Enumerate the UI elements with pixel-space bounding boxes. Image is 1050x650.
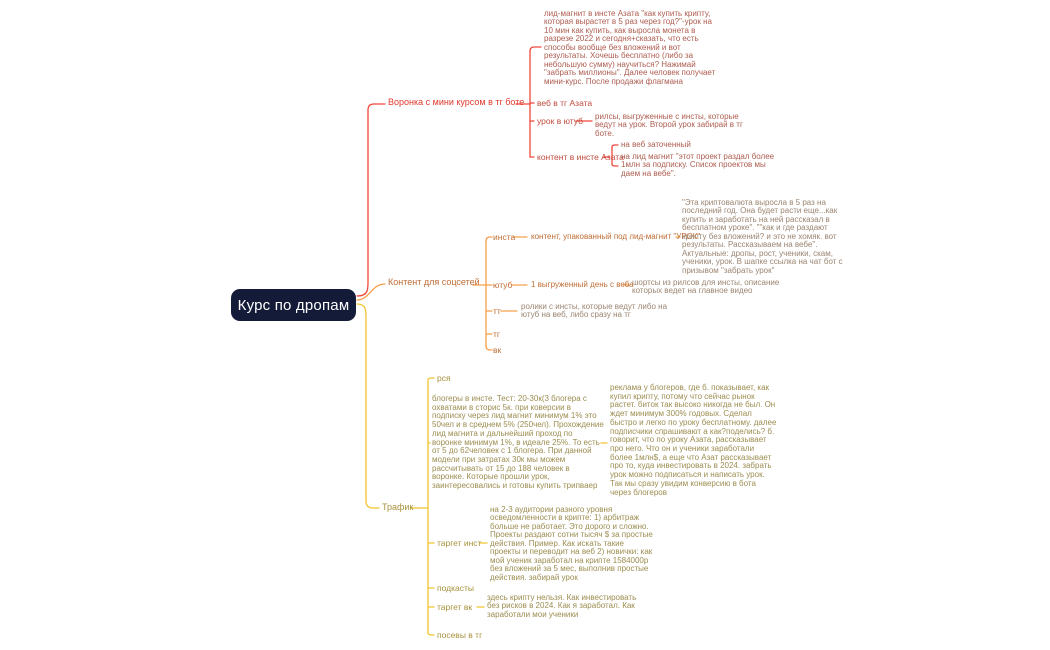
node-rsya[interactable]: рся (437, 373, 451, 383)
note-insta-content[interactable]: "Эта криптовалюта выросла в 5 раз на последний год. Она будет расти еще...как купить и заработать на ней рассказал в бесплатном уроке". ""как и где раздают крипту без вложений? и это не хомяк. вот результаты. Рассказываем на вебе". Актуальные: дропы, рост, ученики, скам, ученики, урок. В шапке ссылка на чат бот с призывом "забрать урок" (682, 198, 843, 275)
node-vk[interactable]: вк (493, 345, 502, 355)
node-lesson-youtube[interactable]: урок в ютуб (537, 116, 583, 126)
node-content-insta[interactable]: контент в инсте Азата (537, 152, 624, 162)
node-target-vk[interactable]: таргет вк (437, 602, 473, 612)
node-target-inst[interactable]: таргет инст (437, 538, 482, 548)
node-youtube-day[interactable]: 1 выгруженный день с веба (531, 280, 634, 289)
root-node[interactable]: Курс по дропам (231, 289, 356, 321)
note-target-inst[interactable]: на 2-3 аудитории разного уровня осведомленности в крипте: 1) арбитраж больше не работает. Это дорого и сложно. Проекты раздают сотни тысяч $ за простые действия. Пример. Как искать такие проекты и переводит на веб 2) новички: как мой ученик заработал на крипте 1584000р без вложений за 5 мес, выполнив простые действия. забирай урок (490, 505, 653, 582)
note-bloggers[interactable]: блогеры в инсте. Тест: 20-30к(3 блогера с охватами в сторис 5к. при коверсии в подписку через лид магнит минимум 1% это 50чел и в среднем 5% (250чел). Прохождение лид магнита и дальнейший проход по воронке минимум 1%, в идеале 25%. То есть от 5 до 62человек с 1 блогера. При данной модели при затратах 30к мы можем рассчитывать от 15 до 188 человек в воронке. Которые прошли урок, заинтересовались и готовы купить трипваер (432, 394, 604, 491)
branch-content-label[interactable]: Контент для соцсетей (388, 277, 480, 287)
note-bloggers-ad[interactable]: реклама у блогеров, где б. показывает, как купил крипту, потому что сейчас рынок растет. биток так высоко никогда не был. Он ждет минимум 300% годовых. Сделал быстро и легко по уроку бесплатному. далее подписчики спрашивают а как?поделись? б. говорит, что по уроку Азата, рассказывает про него. Что он и ученики заработали более 1млн$, а еще что Азат рассказывает про то, куда инвестировать в 2024. забрать урок можно подписаться и написать урок. Так мы сразу увидим конверсию в бота через блогеров (610, 383, 777, 497)
node-tg[interactable]: тг (493, 329, 500, 339)
note-tiktok[interactable]: ролики с инсты, которые ведут либо на ютуб на веб, либо сразу на тг (521, 302, 668, 320)
node-tiktok[interactable]: тт (493, 306, 501, 316)
note-youtube-shorts[interactable]: шортсы из рилсов для инсты, описание которых ведет на главное видео (632, 278, 780, 296)
branch-traffic-label[interactable]: Трафик (382, 502, 414, 512)
node-youtube[interactable]: ютуб (493, 280, 513, 290)
node-seeding-tg[interactable]: посевы в тг (437, 630, 483, 640)
node-insta[interactable]: инста (493, 232, 516, 242)
node-web-targeted[interactable]: на веб заточенный (621, 140, 691, 149)
node-podcasts[interactable]: подкасты (437, 583, 474, 593)
note-lead-magnet-projects[interactable]: на лид магнит "этот проект раздал более 1млн за подписку. Список проектов мы даем на вебе". (621, 152, 775, 178)
node-web-tg[interactable]: веб в тг Азата (537, 98, 593, 108)
node-insta-packed[interactable]: контент, упакованный под лид-магнит "УРОК" (531, 232, 701, 241)
note-target-vk[interactable]: здесь крипту нельзя. Как инвестировать без рисков в 2024. Как я заработал. Как заработали мои ученики (487, 593, 637, 619)
note-lead-magnet[interactable]: лид-магнит в инсте Азата "как купить крипту, которая вырастет в 5 раз через год?"-урок на 10 мин как купить, как выросла монета в разрезе 2022 и сегодня+сказать, что есть способы вообще без вложений и вот результаты. Хочешь бесплатно (либо за небольшую сумму) научиться? Нажимай "забрать миллионы". Далее человек получает мини-курс. После продажи флагмана (544, 9, 716, 86)
note-lesson-youtube[interactable]: рилсы, выгруженные с инсты, которые ведут на урок. Второй урок забирай в тг боте. (595, 112, 743, 138)
branch-funnel-label[interactable]: Воронка с мини курсом в тг боте (388, 97, 525, 107)
